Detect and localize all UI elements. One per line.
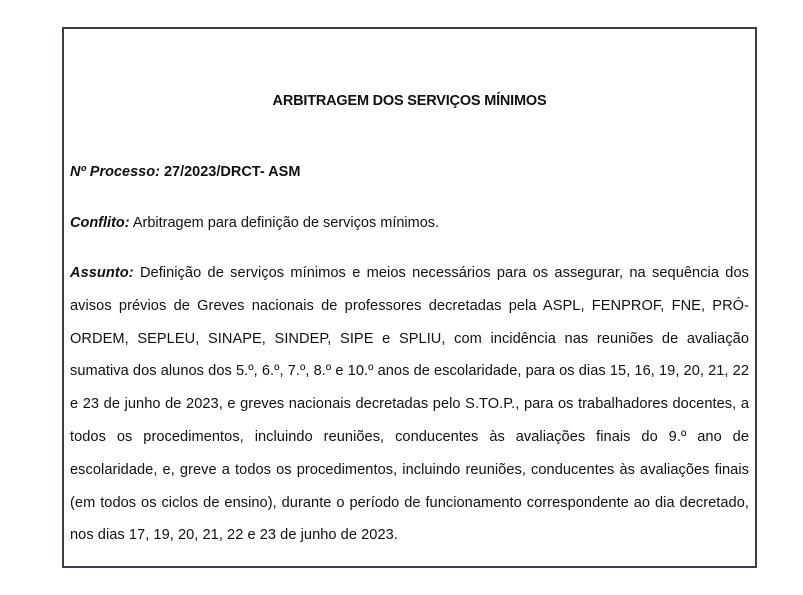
assunto-label: Assunto: xyxy=(70,265,134,281)
conflito-label: Conflito: xyxy=(70,215,130,231)
document-title: ARBITRAGEM DOS SERVIÇOS MÍNIMOS xyxy=(272,93,547,109)
processo-value: 27/2023/DRCT- ASM xyxy=(159,164,301,180)
document-frame xyxy=(62,27,757,568)
assunto-value: Definição de serviços mínimos e meios necessários para os assegurar, na sequência dos avisos prévios de Greves nacionais de professores decretadas pela ASPL, FENPROF, FNE, PRÓ-ORDEM, SEPLEU, SINAPE, SINDEP, SIPE e SPLIU, com incidência nas reuniões de avaliação sumativa dos alunos dos 5.º, 6.º, 7.º, 8.º e 10.º anos de escolaridade, para os dias 15, 16, 19, 20, 21, 22 e 23 de junho de 2023, e greves nacionais decretadas pelo S.TO.P., para os trabalhadores docentes, a todos os procedimentos, incluindo reuniões, conducentes às avaliações finais do 9.º ano de escolaridade, e, greve a todos os procedimentos, incluindo reuniões, conducentes às avaliações finais (em todos os ciclos de ensino), durante o período de funcionamento correspondente ao dia decretado, nos dias 17, 19, 20, 21, 22 e 23 de junho de 2023. xyxy=(70,265,749,544)
processo-label: Nº Processo: xyxy=(70,164,160,180)
conflito-value: Arbitragem para definição de serviços mínimos. xyxy=(129,215,440,231)
assunto-paragraph xyxy=(70,257,749,552)
conflito-line xyxy=(70,215,749,231)
processo-line xyxy=(70,164,749,180)
